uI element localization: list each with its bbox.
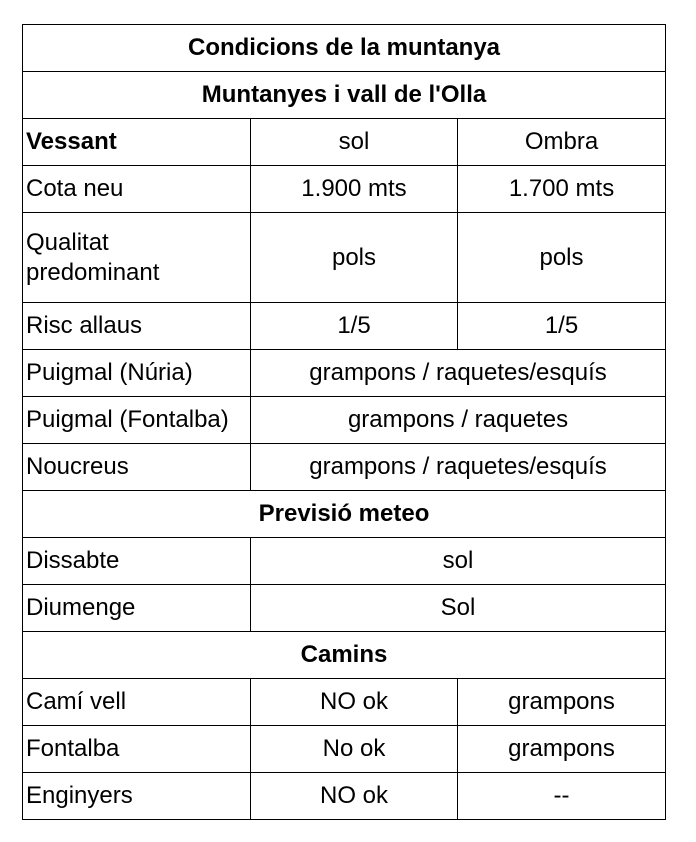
- table-title: Condicions de la muntanya: [23, 25, 666, 72]
- slope-header-shade: Ombra: [458, 119, 666, 166]
- avalanche-risk-label: Risc allaus: [23, 303, 251, 350]
- path-row: [23, 726, 666, 773]
- path-status: NO ok: [251, 773, 458, 820]
- path-equipment: grampons: [458, 726, 666, 773]
- forecast-row: [23, 585, 666, 632]
- snow-level-row: [23, 166, 666, 213]
- path-label: Camí vell: [23, 679, 251, 726]
- avalanche-risk-row: [23, 303, 666, 350]
- snow-quality-row: [23, 213, 666, 303]
- subtitle-row: [23, 72, 666, 119]
- route-label: Noucreus: [23, 444, 251, 491]
- path-equipment: grampons: [458, 679, 666, 726]
- snow-quality-label-line1: Qualitat: [26, 228, 109, 256]
- forecast-title-row: [23, 491, 666, 538]
- route-row: [23, 397, 666, 444]
- snow-quality-label-line2: predominant: [26, 258, 160, 286]
- route-row: [23, 350, 666, 397]
- path-label: Fontalba: [23, 726, 251, 773]
- route-equipment: grampons / raquetes/esquís: [251, 444, 666, 491]
- forecast-day-label: Diumenge: [23, 585, 251, 632]
- path-label: Enginyers: [23, 773, 251, 820]
- slope-header-label: Vessant: [23, 119, 251, 166]
- snow-quality-shade: pols: [458, 213, 666, 303]
- snow-level-sun: 1.900 mts: [251, 166, 458, 213]
- forecast-day-label: Dissabte: [23, 538, 251, 585]
- snow-quality-label: [23, 213, 251, 303]
- forecast-day-value: Sol: [251, 585, 666, 632]
- forecast-day-value: sol: [251, 538, 666, 585]
- avalanche-risk-shade: 1/5: [458, 303, 666, 350]
- mountain-conditions-table: [22, 24, 666, 820]
- path-status: NO ok: [251, 679, 458, 726]
- title-row: [23, 25, 666, 72]
- slope-header-sun: sol: [251, 119, 458, 166]
- route-label: Puigmal (Fontalba): [23, 397, 251, 444]
- route-equipment: grampons / raquetes/esquís: [251, 350, 666, 397]
- forecast-row: [23, 538, 666, 585]
- snow-quality-sun: pols: [251, 213, 458, 303]
- snow-level-label: Cota neu: [23, 166, 251, 213]
- paths-title: Camins: [23, 632, 666, 679]
- avalanche-risk-sun: 1/5: [251, 303, 458, 350]
- forecast-title: Previsió meteo: [23, 491, 666, 538]
- path-row: [23, 773, 666, 820]
- path-equipment: --: [458, 773, 666, 820]
- table-subtitle: Muntanyes i vall de l'Olla: [23, 72, 666, 119]
- route-label: Puigmal (Núria): [23, 350, 251, 397]
- route-equipment: grampons / raquetes: [251, 397, 666, 444]
- path-status: No ok: [251, 726, 458, 773]
- route-row: [23, 444, 666, 491]
- path-row: [23, 679, 666, 726]
- slope-header-row: [23, 119, 666, 166]
- snow-level-shade: 1.700 mts: [458, 166, 666, 213]
- paths-title-row: [23, 632, 666, 679]
